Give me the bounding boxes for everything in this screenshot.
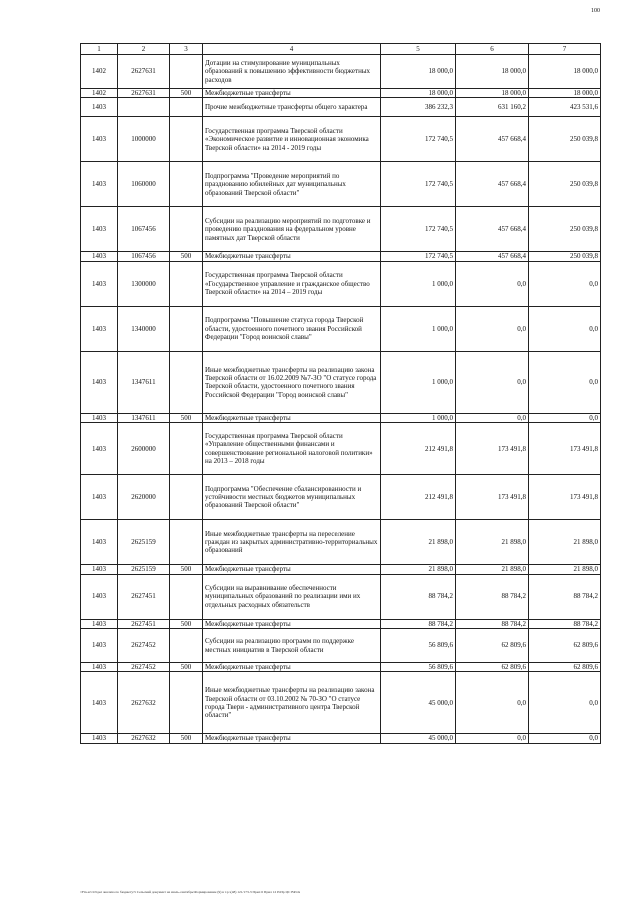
table-row: [81, 520, 601, 565]
row-name-cell: Дотации на стимулирование муниципальных образований к повышению эффективности бюджетных расходов: [203, 55, 381, 89]
row-razdel-cell: 1403: [81, 475, 118, 520]
row-amount-2016-cell: 250 039,8: [529, 207, 601, 252]
row-amount-2016-cell: 173 491,8: [529, 423, 601, 475]
row-expense-type-cell: 500: [170, 663, 203, 672]
row-target-article-cell: 2627452: [118, 629, 170, 663]
row-amount-2014-cell: 21 898,0: [381, 520, 456, 565]
row-amount-2015-cell: 62 809,6: [456, 629, 529, 663]
row-name-cell: Прочие межбюджетные трансферты общего характера: [203, 98, 381, 117]
row-target-article-cell: 1060000: [118, 162, 170, 207]
row-target-article-cell: 2627632: [118, 734, 170, 743]
row-razdel-cell: 1403: [81, 162, 118, 207]
row-name-cell: Подпрограмма "Обеспечение сбалансированности и устойчивости местных бюджетов муниципальных образований Тверской области": [203, 475, 381, 520]
row-razdel-cell: 1403: [81, 117, 118, 162]
column-header: 6: [456, 44, 529, 55]
row-amount-2014-cell: 172 740,5: [381, 162, 456, 207]
row-amount-2016-cell: 21 898,0: [529, 520, 601, 565]
row-razdel-cell: 1403: [81, 261, 118, 306]
row-amount-2014-cell: 172 740,5: [381, 117, 456, 162]
row-amount-2014-cell: 1 000,0: [381, 306, 456, 351]
row-razdel-cell: 1403: [81, 306, 118, 351]
row-amount-2014-cell: 1 000,0: [381, 351, 456, 413]
row-amount-2014-cell: 212 491,8: [381, 423, 456, 475]
row-target-article-cell: 2625159: [118, 565, 170, 574]
row-amount-2016-cell: 173 491,8: [529, 475, 601, 520]
row-amount-2014-cell: 18 000,0: [381, 55, 456, 89]
column-header: 2: [118, 44, 170, 55]
row-amount-2015-cell: 21 898,0: [456, 520, 529, 565]
row-amount-2014-cell: 88 784,2: [381, 574, 456, 619]
row-expense-type-cell: [170, 117, 203, 162]
row-name-cell: Государственная программа Тверской области «Экономическое развитие и инновационная экономика Тверской области» на 2014 - 2019 годы: [203, 117, 381, 162]
row-amount-2015-cell: 173 491,8: [456, 475, 529, 520]
table-row: [81, 663, 601, 672]
table-row: [81, 734, 601, 743]
row-target-article-cell: 1347611: [118, 413, 170, 422]
row-expense-type-cell: [170, 629, 203, 663]
table-row: [81, 574, 601, 619]
row-amount-2014-cell: 56 809,6: [381, 629, 456, 663]
row-target-article-cell: 2627631: [118, 55, 170, 89]
row-name-cell: Субсидии на выравнивание обеспеченности муниципальных образований по реализации ими их отдельных расходных обязательств: [203, 574, 381, 619]
row-name-cell: Межбюджетные трансферты: [203, 252, 381, 261]
page-number: 100: [591, 8, 600, 14]
row-razdel-cell: 1403: [81, 619, 118, 628]
table-header-row: [81, 44, 601, 55]
row-amount-2015-cell: 631 160,2: [456, 98, 529, 117]
column-header: 4: [203, 44, 381, 55]
row-target-article-cell: 2625159: [118, 520, 170, 565]
budget-table: [80, 43, 601, 744]
row-name-cell: Иные межбюджетные трансферты на реализацию закона Тверской области от 03.10.2002 № 70-ЗО "О статусе города Твери - административного центра Тверской области": [203, 672, 381, 734]
row-amount-2015-cell: 457 668,4: [456, 252, 529, 261]
row-amount-2016-cell: 0,0: [529, 261, 601, 306]
row-amount-2014-cell: 45 000,0: [381, 734, 456, 743]
row-razdel-cell: 1403: [81, 672, 118, 734]
row-amount-2014-cell: 1 000,0: [381, 413, 456, 422]
row-amount-2015-cell: 457 668,4: [456, 162, 529, 207]
row-name-cell: Межбюджетные трансферты: [203, 663, 381, 672]
table-row: [81, 89, 601, 98]
row-target-article-cell: 1340000: [118, 306, 170, 351]
row-amount-2015-cell: 18 000,0: [456, 89, 529, 98]
row-expense-type-cell: [170, 55, 203, 89]
row-expense-type-cell: [170, 351, 203, 413]
file-path-footer: \\Fin-srv\Отдел анализа по бюджету\5 Сельский документ на июль-сентябрь\Формирование (9) в т.р.\(48) 121/173-3 Прил 6 Прил 12 РзПр ЦС ВР.xls: [80, 890, 301, 894]
row-amount-2016-cell: 18 000,0: [529, 55, 601, 89]
row-name-cell: Межбюджетные трансферты: [203, 565, 381, 574]
row-expense-type-cell: 500: [170, 565, 203, 574]
row-target-article-cell: 1347611: [118, 351, 170, 413]
row-amount-2014-cell: 56 809,6: [381, 663, 456, 672]
row-name-cell: Субсидии на реализацию программ по поддержке местных инициатив в Тверской области: [203, 629, 381, 663]
row-amount-2015-cell: 0,0: [456, 734, 529, 743]
row-amount-2016-cell: 88 784,2: [529, 619, 601, 628]
row-amount-2016-cell: 62 809,6: [529, 663, 601, 672]
row-expense-type-cell: 500: [170, 252, 203, 261]
row-name-cell: Государственная программа Тверской области «Государственное управление и гражданское общество Тверской области» на 2014 – 2019 годы: [203, 261, 381, 306]
row-razdel-cell: 1403: [81, 98, 118, 117]
row-target-article-cell: 1067456: [118, 252, 170, 261]
table-row: [81, 261, 601, 306]
row-razdel-cell: 1402: [81, 55, 118, 89]
row-amount-2014-cell: 21 898,0: [381, 565, 456, 574]
row-razdel-cell: 1403: [81, 207, 118, 252]
column-header: 7: [529, 44, 601, 55]
row-amount-2015-cell: 21 898,0: [456, 565, 529, 574]
row-expense-type-cell: [170, 98, 203, 117]
row-amount-2016-cell: 0,0: [529, 351, 601, 413]
row-amount-2014-cell: 386 232,3: [381, 98, 456, 117]
row-target-article-cell: 2620000: [118, 475, 170, 520]
table-row: [81, 351, 601, 413]
table-row: [81, 413, 601, 422]
row-target-article-cell: 1067456: [118, 207, 170, 252]
row-amount-2015-cell: 457 668,4: [456, 117, 529, 162]
row-razdel-cell: 1403: [81, 574, 118, 619]
row-expense-type-cell: [170, 423, 203, 475]
row-name-cell: Межбюджетные трансферты: [203, 89, 381, 98]
row-razdel-cell: 1403: [81, 351, 118, 413]
table-row: [81, 252, 601, 261]
table-row: [81, 475, 601, 520]
row-name-cell: Межбюджетные трансферты: [203, 619, 381, 628]
table-row: [81, 55, 601, 89]
row-expense-type-cell: [170, 475, 203, 520]
row-amount-2015-cell: 0,0: [456, 261, 529, 306]
row-amount-2015-cell: 173 491,8: [456, 423, 529, 475]
row-amount-2015-cell: 0,0: [456, 351, 529, 413]
row-expense-type-cell: 500: [170, 734, 203, 743]
row-target-article-cell: 2627451: [118, 574, 170, 619]
column-header: 5: [381, 44, 456, 55]
row-amount-2016-cell: 0,0: [529, 306, 601, 351]
row-expense-type-cell: [170, 574, 203, 619]
row-amount-2016-cell: 250 039,8: [529, 252, 601, 261]
row-name-cell: Иные межбюджетные трансферты на реализацию закона Тверской области от 16.02.2009 №7-ЗО "О статусе города Тверской области, удостоенного почетного звания Российской Федерации "Город воинской славы": [203, 351, 381, 413]
column-header: 3: [170, 44, 203, 55]
row-target-article-cell: 1000000: [118, 117, 170, 162]
column-header: 1: [81, 44, 118, 55]
row-amount-2014-cell: 212 491,8: [381, 475, 456, 520]
row-amount-2016-cell: 62 809,6: [529, 629, 601, 663]
row-amount-2015-cell: 0,0: [456, 306, 529, 351]
row-amount-2016-cell: 21 898,0: [529, 565, 601, 574]
row-amount-2015-cell: 88 784,2: [456, 574, 529, 619]
row-razdel-cell: 1403: [81, 413, 118, 422]
row-razdel-cell: 1403: [81, 629, 118, 663]
row-expense-type-cell: [170, 672, 203, 734]
row-amount-2015-cell: 0,0: [456, 672, 529, 734]
row-razdel-cell: 1403: [81, 663, 118, 672]
row-expense-type-cell: 500: [170, 619, 203, 628]
row-name-cell: Межбюджетные трансферты: [203, 734, 381, 743]
row-amount-2016-cell: 423 531,6: [529, 98, 601, 117]
row-amount-2016-cell: 18 000,0: [529, 89, 601, 98]
table-row: [81, 565, 601, 574]
table-row: [81, 629, 601, 663]
row-amount-2016-cell: 0,0: [529, 413, 601, 422]
table-row: [81, 672, 601, 734]
row-razdel-cell: 1403: [81, 252, 118, 261]
row-amount-2015-cell: 88 784,2: [456, 619, 529, 628]
row-target-article-cell: 2600000: [118, 423, 170, 475]
row-target-article-cell: 2627632: [118, 672, 170, 734]
row-amount-2014-cell: 45 000,0: [381, 672, 456, 734]
row-expense-type-cell: [170, 520, 203, 565]
row-name-cell: Субсидии на реализацию мероприятий по подготовке и проведению празднования на федеральном уровне памятных дат Тверской области: [203, 207, 381, 252]
row-amount-2014-cell: 172 740,5: [381, 252, 456, 261]
row-expense-type-cell: 500: [170, 89, 203, 98]
row-target-article-cell: [118, 98, 170, 117]
table-row: [81, 162, 601, 207]
table-row: [81, 423, 601, 475]
row-amount-2014-cell: 1 000,0: [381, 261, 456, 306]
row-expense-type-cell: [170, 162, 203, 207]
row-amount-2015-cell: 18 000,0: [456, 55, 529, 89]
row-razdel-cell: 1403: [81, 520, 118, 565]
row-name-cell: Подпрограмма "Проведение мероприятий по празднованию юбилейных дат муниципальных образований Тверской области": [203, 162, 381, 207]
row-expense-type-cell: 500: [170, 413, 203, 422]
row-amount-2016-cell: 88 784,2: [529, 574, 601, 619]
row-amount-2016-cell: 0,0: [529, 734, 601, 743]
row-target-article-cell: 1300000: [118, 261, 170, 306]
row-name-cell: Государственная программа Тверской области «Управление общественными финансами и совершенствование региональной налоговой политики» на 2013 – 2018 годы: [203, 423, 381, 475]
row-name-cell: Межбюджетные трансферты: [203, 413, 381, 422]
row-name-cell: Подпрограмма "Повышение статуса города Тверской области, удостоенного почетного звания Российской Федерации "Город воинской славы": [203, 306, 381, 351]
row-target-article-cell: 2627631: [118, 89, 170, 98]
row-amount-2016-cell: 250 039,8: [529, 117, 601, 162]
row-amount-2016-cell: 0,0: [529, 672, 601, 734]
row-amount-2016-cell: 250 039,8: [529, 162, 601, 207]
table-row: [81, 619, 601, 628]
row-razdel-cell: 1403: [81, 565, 118, 574]
row-target-article-cell: 2627452: [118, 663, 170, 672]
row-amount-2015-cell: 0,0: [456, 413, 529, 422]
row-amount-2015-cell: 457 668,4: [456, 207, 529, 252]
row-expense-type-cell: [170, 207, 203, 252]
row-target-article-cell: 2627451: [118, 619, 170, 628]
row-expense-type-cell: [170, 306, 203, 351]
table-row: [81, 98, 601, 117]
row-amount-2014-cell: 18 000,0: [381, 89, 456, 98]
table-row: [81, 207, 601, 252]
row-razdel-cell: 1402: [81, 89, 118, 98]
row-razdel-cell: 1403: [81, 423, 118, 475]
row-amount-2014-cell: 172 740,5: [381, 207, 456, 252]
table-row: [81, 306, 601, 351]
row-amount-2015-cell: 62 809,6: [456, 663, 529, 672]
row-amount-2014-cell: 88 784,2: [381, 619, 456, 628]
row-name-cell: Иные межбюджетные трансферты на переселение граждан из закрытых административно-территориальных образований: [203, 520, 381, 565]
row-expense-type-cell: [170, 261, 203, 306]
row-razdel-cell: 1403: [81, 734, 118, 743]
table-row: [81, 117, 601, 162]
